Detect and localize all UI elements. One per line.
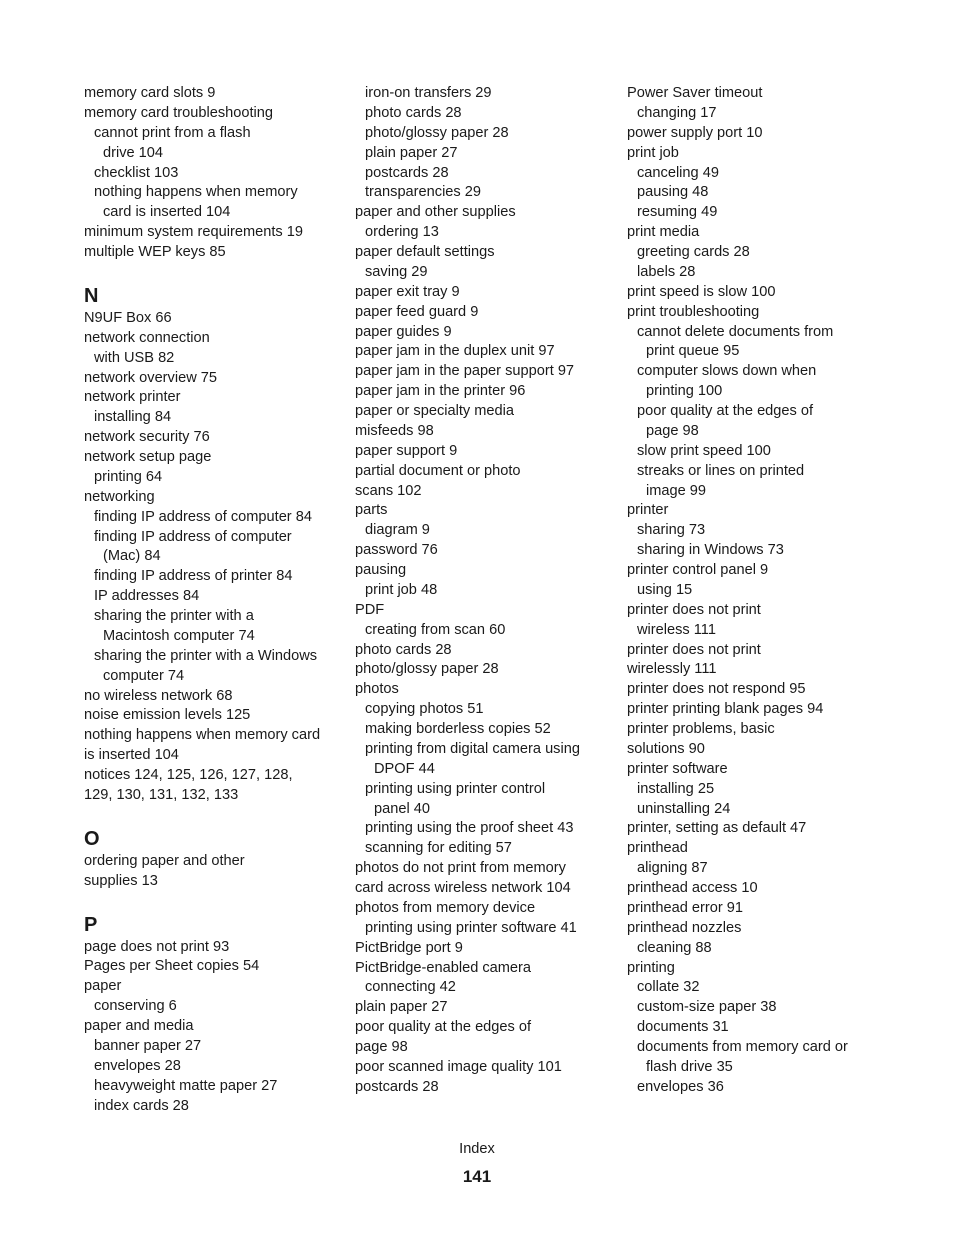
index-subentry: index cards 28 [94,1097,189,1114]
index-entry: printer printing blank pages 94 [627,701,824,718]
index-entry: paper [84,978,122,995]
index-entry: PictBridge port 9 [355,939,463,956]
index-subentry: envelopes 36 [637,1078,724,1095]
index-entry: paper default settings [355,244,495,260]
index-entry: is inserted 104 [84,747,179,764]
index-entry: paper and other supplies [355,204,516,221]
index-subentry: computer 74 [103,667,185,684]
index-subentry: finding IP address of computer [94,528,292,545]
footer-label: Index [459,1141,495,1157]
index-entry: PictBridge-enabled camera [355,959,532,976]
index-subentry: sharing in Windows 73 [637,542,784,559]
index-entry: paper guides 9 [355,323,452,340]
section-letter: O [84,827,100,850]
index-entry: print troubleshooting [627,303,760,320]
index-entry: power supply port 10 [627,124,763,141]
index-subentry: printing using printer software 41 [365,919,577,936]
section-letter: P [84,913,98,936]
index-column-2 [355,84,617,1098]
index-entry: Pages per Sheet copies 54 [84,958,260,975]
index-subentry: connecting 42 [365,979,456,996]
index-subentry: collate 32 [637,979,700,996]
index-subentry: page 98 [646,422,699,439]
index-entry: printhead nozzles [627,919,742,936]
index-entry: solutions 90 [627,740,705,757]
index-entry: scans 102 [355,482,422,499]
index-subentry: panel 40 [374,800,430,817]
index-subentry: printing using printer control [365,780,546,797]
index-subentry: nothing happens when memory [94,184,298,201]
index-subentry: iron-on transfers 29 [365,85,492,101]
index-column-3 [627,84,889,1098]
index-subentry: IP addresses 84 [94,588,200,605]
index-entry: printhead [627,840,688,857]
index-subentry: wireless 111 [637,621,716,638]
index-entry: memory card troubleshooting [84,104,273,121]
index-entry: print media [627,224,700,241]
index-entry: network overview 75 [84,369,218,386]
index-entry: printhead access 10 [627,880,758,896]
page-number: 141 [462,1167,492,1186]
index-subentry: poor quality at the edges of [637,403,814,419]
index-subentry: computer slows down when [637,363,817,380]
index-entry: postcards 28 [355,1078,439,1095]
index-subentry: streaks or lines on printed [637,462,805,479]
index-entry: poor quality at the edges of [355,1019,532,1036]
index-column-1 [84,84,346,1116]
index-subentry: uninstalling 24 [637,800,731,817]
index-subentry: resuming 49 [637,204,718,221]
index-entry: partial document or photo [355,462,521,479]
index-entry: print job [627,144,679,161]
index-subentry: flash drive 35 [646,1058,733,1075]
index-subentry: DPOF 44 [374,760,435,777]
index-entry: paper jam in the duplex unit 97 [355,343,555,360]
index-entry: paper and media [84,1018,194,1034]
index-entry: 129, 130, 131, 132, 133 [84,786,239,803]
index-subentry: plain paper 27 [365,144,458,161]
index-entry: card across wireless network 104 [355,880,571,896]
index-subentry: documents from memory card or [637,1039,848,1055]
index-entry: password 76 [355,542,438,559]
index-entry: PDF [355,601,385,618]
index-subentry: heavyweight matte paper 27 [94,1077,278,1094]
index-subentry: printing 64 [94,468,163,485]
index-entry: printer does not print [627,641,761,658]
index-entry: wirelessly 111 [627,661,717,678]
index-subentry: changing 17 [637,104,717,121]
index-subentry: sharing the printer with a Windows [94,647,318,664]
index-entry: photo cards 28 [355,641,452,658]
index-subentry: canceling 49 [637,164,719,181]
index-entry: parts [355,502,388,519]
index-subentry: printing using the proof sheet 43 [365,820,574,837]
index-subentry: envelopes 28 [94,1057,181,1074]
index-subentry: creating from scan 60 [365,621,506,638]
index-entry: misfeeds 98 [355,422,434,439]
index-entry: network connection [84,329,210,346]
index-entry: printhead error 91 [627,899,744,916]
index-subentry: transparencies 29 [365,184,482,201]
index-subentry: with USB 82 [94,349,175,366]
index-subentry: (Mac) 84 [103,548,161,565]
index-entry: photos from memory device [355,899,536,916]
index-subentry: finding IP address of printer 84 [94,568,293,585]
index-entry: multiple WEP keys 85 [84,244,226,260]
index-entry: photos [355,681,399,698]
index-entry: ordering paper and other [84,852,245,869]
index-entry: paper jam in the printer 96 [355,383,526,400]
index-entry: photo/glossy paper 28 [355,661,499,678]
index-subentry: banner paper 27 [94,1037,202,1054]
index-entry: N9UF Box 66 [84,309,172,326]
index-entry: paper exit tray 9 [355,283,460,300]
index-entry: plain paper 27 [355,999,448,1016]
index-entry: printer [627,502,669,519]
index-entry: memory card slots 9 [84,85,216,101]
index-entry: nothing happens when memory card [84,727,321,744]
index-subentry: scanning for editing 57 [365,840,512,857]
index-subentry: printing from digital camera using [365,740,580,757]
index-subentry: aligning 87 [637,860,708,877]
index-entry: printer control panel 9 [627,562,769,578]
index-entry: notices 124, 125, 126, 127, 128, [84,767,293,783]
index-entry: no wireless network 68 [84,687,233,704]
index-entry: noise emission levels 125 [84,707,251,724]
index-subentry: installing 25 [637,780,715,797]
index-entry: network printer [84,389,181,406]
index-subentry: photo/glossy paper 28 [365,124,509,141]
index-entry: network security 76 [84,429,210,446]
index-entry: supplies 13 [84,872,158,889]
index-subentry: drive 104 [103,144,164,161]
index-subentry: sharing the printer with a [94,608,254,624]
index-subentry: print job 48 [365,581,438,598]
index-subentry: custom-size paper 38 [637,999,777,1016]
index-subentry: postcards 28 [365,164,449,181]
index-subentry: documents 31 [637,1019,729,1036]
index-subentry: photo cards 28 [365,104,462,121]
index-entry: poor scanned image quality 101 [355,1058,562,1075]
index-subentry: greeting cards 28 [637,244,750,260]
index-subentry: cannot delete documents from [637,323,834,340]
index-entry: paper or specialty media [355,403,514,419]
index-subentry: checklist 103 [94,164,179,181]
index-subentry: image 99 [646,482,707,499]
index-entry: printing [627,959,675,976]
index-entry: printer does not print [627,601,761,618]
index-entry: network setup page [84,449,212,465]
index-subentry: installing 84 [94,409,172,426]
index-entry: paper feed guard 9 [355,303,479,320]
index-entry: photos do not print from memory [355,860,566,877]
index-subentry: ordering 13 [365,224,439,241]
index-subentry: sharing 73 [637,522,706,539]
index-entry: page does not print 93 [84,938,230,955]
index-entry: printer does not respond 95 [627,681,806,698]
index-entry: minimum system requirements 19 [84,224,303,241]
index-subentry: Macintosh computer 74 [103,627,255,644]
index-subentry: making borderless copies 52 [365,721,551,737]
index-subentry: print queue 95 [646,343,740,360]
index-entry: printer, setting as default 47 [627,820,807,837]
index-entry: Power Saver timeout [627,85,763,101]
index-entry: pausing [355,562,407,578]
index-entry: networking [84,488,155,505]
index-subentry: copying photos 51 [365,701,484,718]
index-subentry: slow print speed 100 [637,442,771,459]
index-entry: paper jam in the paper support 97 [355,363,575,380]
index-subentry: finding IP address of computer 84 [94,508,312,525]
index-subentry: printing 100 [646,383,723,400]
index-subentry: diagram 9 [365,522,430,539]
index-subentry: saving 29 [365,263,428,280]
index-subentry: cannot print from a flash [94,124,251,141]
index-subentry: card is inserted 104 [103,204,231,221]
index-entry: printer problems, basic [627,721,775,737]
index-entry: page 98 [355,1039,408,1055]
index-subentry: using 15 [637,581,693,598]
index-subentry: cleaning 88 [637,939,712,956]
index-subentry: conserving 6 [94,998,177,1015]
index-entry: printer software [627,760,728,777]
index-subentry: pausing 48 [637,184,709,201]
index-entry: print speed is slow 100 [627,283,776,300]
index-entry: paper support 9 [355,442,458,459]
section-letter: N [84,284,99,307]
index-subentry: labels 28 [637,263,696,280]
